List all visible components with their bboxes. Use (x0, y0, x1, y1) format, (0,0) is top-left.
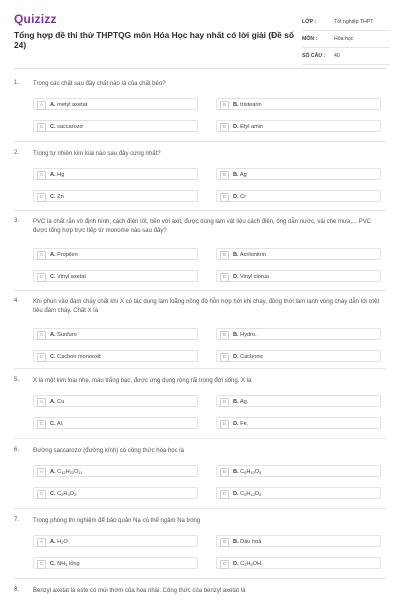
option-prefix: B. (233, 251, 239, 258)
option-letter-box: A (37, 468, 46, 477)
worksheet-header (0, 0, 400, 64)
option-text (233, 421, 248, 427)
option-letter-box: D (220, 560, 229, 569)
worksheet-meta (302, 14, 390, 65)
option-value: Vinyl axetat (57, 273, 86, 280)
answer-option-b[interactable] (216, 535, 381, 547)
option-value: Cacbon monooxit (57, 353, 101, 360)
option-prefix: A. (50, 251, 56, 258)
meta-value: Hóa học (334, 36, 354, 42)
option-letter-box: B (220, 171, 229, 180)
option-text (233, 491, 261, 497)
option-prefix: A. (50, 171, 56, 178)
option-prefix: B. (233, 101, 239, 108)
option-prefix: A. (50, 538, 56, 545)
option-value: $C_6H_{12}O_6$ (240, 490, 262, 497)
option-letter-box: B (220, 331, 229, 340)
answer-option-d[interactable] (216, 270, 381, 282)
meta-label: SỐ CÂU : (302, 53, 326, 59)
option-prefix: D. (233, 193, 239, 200)
answer-option-c[interactable] (33, 417, 198, 429)
option-prefix: D. (233, 560, 239, 567)
option-value: Al. (56, 420, 64, 427)
answer-option-d[interactable] (216, 417, 381, 429)
option-prefix: D. (233, 353, 239, 360)
option-text (233, 102, 262, 108)
answer-option-a[interactable] (33, 168, 198, 180)
question-divider (14, 368, 386, 369)
option-prefix: C. (50, 490, 56, 497)
option-letter-box: A (37, 398, 46, 407)
answer-option-a[interactable] (33, 465, 198, 477)
option-letter-box: C (37, 273, 46, 282)
question-number: 5. (14, 377, 20, 383)
answer-option-d[interactable] (216, 557, 381, 569)
option-text (50, 172, 64, 178)
option-letter-box: B (220, 101, 229, 110)
header-divider (14, 68, 386, 69)
option-value: Acrilonitrin (239, 251, 266, 258)
option-prefix: C. (50, 193, 56, 200)
question-divider (14, 508, 386, 509)
question-text: X là một kim loại nhẹ, màu trắng bạc, được ứng dụng rộng rãi trong đời sống. X là (33, 378, 252, 384)
option-letter-box: C (37, 560, 46, 569)
option-text (50, 561, 80, 567)
option-value: Hydro. (240, 331, 257, 338)
option-prefix: C. (50, 273, 56, 280)
option-text (50, 354, 101, 360)
answer-option-a[interactable] (33, 395, 198, 407)
option-value: Ag. (239, 398, 249, 405)
meta-label: LỚP : (302, 19, 317, 25)
option-prefix: C. (50, 123, 56, 130)
option-value: $C_6H_{10}O_5$ (240, 468, 262, 475)
option-text (233, 354, 263, 360)
option-letter-box: C (37, 123, 46, 132)
option-prefix: D. (233, 123, 239, 130)
option-letter-box: A (37, 251, 46, 260)
question-number: 8. (14, 587, 20, 593)
option-value: $NH_3$ lỏng (57, 560, 80, 567)
question-number: 6. (14, 447, 20, 453)
option-text (50, 539, 68, 545)
answer-option-b[interactable] (216, 248, 381, 260)
option-letter-box: B (220, 398, 229, 407)
option-letter-box: A (37, 171, 46, 180)
option-letter-box: A (37, 331, 46, 340)
option-text (50, 274, 86, 280)
option-value: Ag (239, 171, 247, 178)
question-divider (14, 290, 386, 291)
option-value: saccarozơ (57, 123, 84, 130)
option-text (233, 469, 261, 475)
option-text (233, 399, 248, 405)
question-text: Đường saccarozơ (đường kính) có công thức hóa học là (33, 448, 184, 454)
question-number: 2. (14, 150, 20, 156)
option-value: Cacbonic (240, 353, 264, 360)
option-letter-box: D (220, 193, 229, 202)
option-text (50, 399, 64, 405)
worksheet-title: Tổng hợp đề thi thử THPTQG môn Hóa Học hay nhất có lời giải (Đề số 24) (14, 30, 294, 50)
answer-option-a[interactable] (33, 248, 198, 260)
answer-option-b[interactable] (216, 465, 381, 477)
option-prefix: C. (50, 420, 56, 427)
option-letter-box: C (37, 490, 46, 499)
option-value: Sunfuro (57, 331, 77, 338)
meta-value: 40 (334, 53, 340, 59)
option-prefix: D. (233, 420, 239, 427)
answer-option-c[interactable] (33, 557, 198, 569)
option-prefix: B. (233, 171, 239, 178)
option-prefix: B. (233, 398, 239, 405)
option-prefix: D. (233, 273, 239, 280)
option-value: Hg (57, 171, 65, 178)
question-text: Trong các chất sau đây chất nào là của chất béo? (33, 81, 166, 87)
option-letter-box: D (220, 490, 229, 499)
option-text (50, 491, 78, 497)
option-value: Propilen (57, 251, 78, 258)
answer-option-b[interactable] (216, 328, 381, 340)
question-divider (14, 141, 386, 142)
option-text (50, 252, 78, 258)
option-text (233, 274, 269, 280)
meta-value: Tốt nghiệp THPT (334, 19, 374, 25)
question-text: Benzyl axetat là este có mùi thơm của hoa nhài. Công thức của benzyl axetat là (33, 588, 246, 594)
question-number: 1. (14, 80, 20, 86)
question-text: Trong phòng thí nghiệm để bảo quản Na có thể ngâm Na trong (33, 518, 201, 524)
option-value: Dầu hoả (240, 538, 262, 545)
option-text (50, 124, 83, 130)
option-prefix: D. (233, 490, 239, 497)
question-number: 4. (14, 298, 20, 304)
option-letter-box: D (220, 123, 229, 132)
answer-option-b[interactable] (216, 168, 381, 180)
answer-option-d[interactable] (216, 350, 381, 362)
meta-row-subject (302, 31, 390, 48)
answer-option-b[interactable] (216, 395, 381, 407)
option-value: $C_2H_4O_2$. (57, 490, 78, 497)
option-letter-box: A (37, 538, 46, 547)
option-value: Cu (57, 398, 65, 405)
option-letter-box: D (220, 420, 229, 429)
option-letter-box: A (37, 101, 46, 110)
meta-row-count (302, 48, 390, 65)
option-prefix: A. (50, 468, 56, 475)
option-letter-box: B (220, 251, 229, 260)
option-text (50, 469, 82, 475)
question-number: 7. (14, 517, 20, 523)
answer-option-c[interactable] (33, 120, 198, 132)
question-divider (14, 578, 386, 579)
answer-option-c[interactable] (33, 190, 198, 202)
option-value: Fe. (240, 420, 249, 427)
option-value: $C_{12}H_{22}O_{11}$ (57, 468, 83, 475)
option-prefix: A. (50, 398, 56, 405)
option-value: $H_2O$ (57, 538, 68, 545)
option-text (50, 102, 87, 108)
meta-label: MÔN : (302, 36, 318, 42)
question-text: PVC là chất rắn vô định hình, cách điện tốt, bền với axit, được dùng làm vật liệu cách điện, ống dẫn nước, vải che mưa,... PVC được tổng hợp trực tiếp từ monome nào sau đây? (33, 219, 372, 234)
quizizz-logo: Quizizz (14, 12, 57, 26)
option-value: Vinyl clorua (240, 273, 269, 280)
option-prefix: B. (233, 538, 239, 545)
option-text (233, 561, 261, 567)
answer-option-d[interactable] (216, 120, 381, 132)
option-prefix: A. (50, 331, 56, 338)
option-text (50, 194, 64, 200)
answer-option-a[interactable] (33, 328, 198, 340)
meta-row-grade (302, 14, 390, 31)
question-text: Trong tự nhiên kim loại nào sau đây cứng nhất? (33, 151, 161, 157)
option-prefix: B. (233, 331, 239, 338)
option-value: Zn (57, 193, 64, 200)
option-prefix: C. (50, 353, 56, 360)
option-value: metyl axetat (57, 101, 88, 108)
option-letter-box: D (220, 353, 229, 362)
option-text (233, 252, 266, 258)
option-text (233, 539, 261, 545)
option-text (233, 124, 263, 130)
option-letter-box: C (37, 420, 46, 429)
option-value: tristearin (240, 101, 262, 108)
answer-option-d[interactable] (216, 190, 381, 202)
answer-option-c[interactable] (33, 350, 198, 362)
answer-option-a[interactable] (33, 98, 198, 110)
option-text (233, 194, 246, 200)
option-prefix: C. (50, 560, 56, 567)
option-letter-box: C (37, 353, 46, 362)
option-value: Cr (240, 193, 247, 200)
option-value: $C_2H_5OH$ (240, 560, 262, 567)
option-value: Etyl amin (240, 123, 264, 130)
answer-option-b[interactable] (216, 98, 381, 110)
question-number: 3. (14, 218, 20, 224)
option-prefix: B. (233, 468, 239, 475)
answer-option-a[interactable] (33, 535, 198, 547)
option-letter-box: B (220, 538, 229, 547)
option-text (50, 421, 63, 427)
option-letter-box: D (220, 273, 229, 282)
option-text (233, 332, 257, 338)
answer-option-c[interactable] (33, 487, 198, 499)
answer-option-c[interactable] (33, 270, 198, 282)
question-divider (14, 438, 386, 439)
option-text (233, 172, 247, 178)
option-prefix: A. (50, 101, 56, 108)
option-letter-box: C (37, 193, 46, 202)
question-text: Khi phun vào đám cháy chất khí X có tác dụng làm loãng nồng độ hỗn hợp hơi khi cháy, đồng thời làm lạnh vùng cháy dẫn tới triệt tiêu đám cháy. Chất X là (33, 299, 380, 314)
option-text (50, 332, 77, 338)
option-letter-box: B (220, 468, 229, 477)
question-divider (14, 210, 386, 211)
answer-option-d[interactable] (216, 487, 381, 499)
